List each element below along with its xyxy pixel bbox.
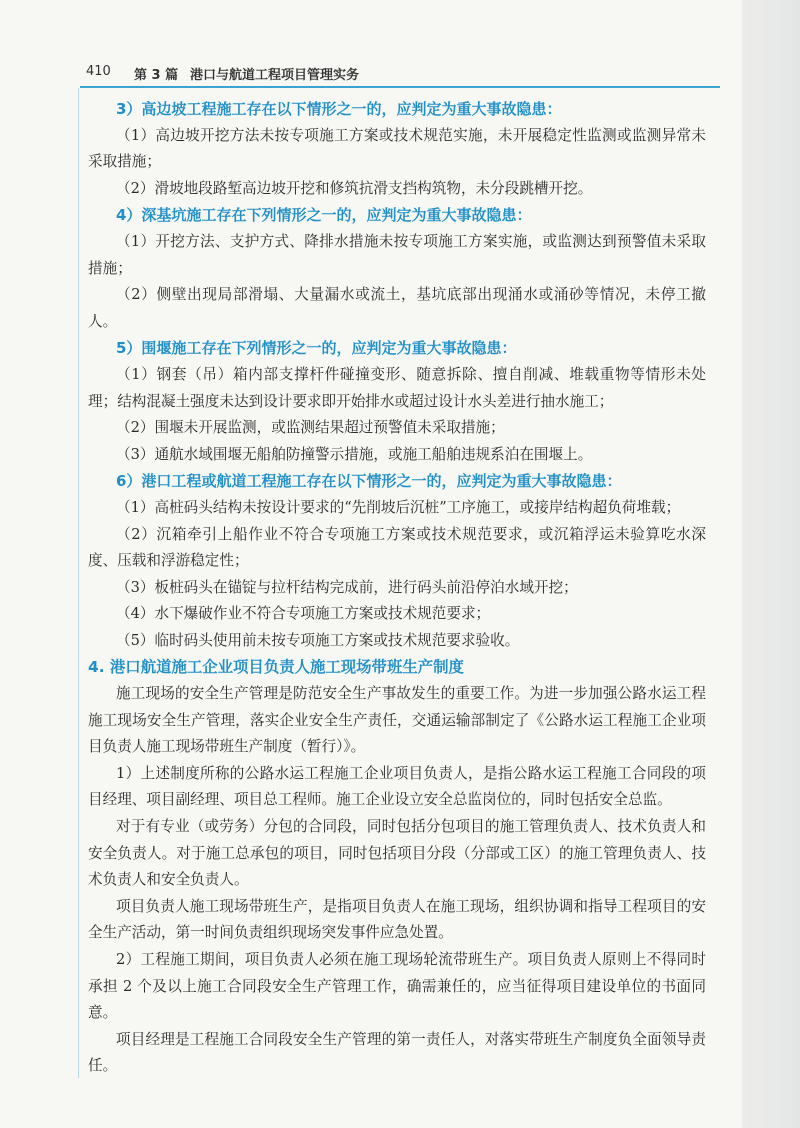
paragraph: 对于有专业（或劳务）分包的合同段，同时包括分包项目的施工管理负责人、技术负责人和安全负责人。对于施工总承包的项目，同时包括项目分段（分部或工区）的施工管理负责人、技术负责人和安全负责人。 — [88, 818, 706, 889]
paragraph: 施工现场的安全生产管理是防范安全生产事故发生的重要工作。为进一步加强公路水运工程施工现场安全生产管理，落实企业安全生产责任，交通运输部制定了《公路水运工程施工企业项目负责人施工现场带班生产制度（暂行）》。 — [88, 685, 706, 756]
margin-rule — [78, 88, 79, 1078]
section-heading: 4. 港口航道施工企业项目负责人施工现场带班生产制度 — [88, 658, 464, 677]
subsection-heading: 5）围堰施工存在下列情形之一的，应判定为重大事故隐患： — [116, 339, 517, 358]
list-item: （2）沉箱牵引上船作业不符合专项施工方案或技术规范要求，或沉箱浮运未验算吃水深度、压载和浮游稳定性； — [88, 525, 706, 570]
list-item: （5）临时码头使用前未按专项施工方案或技术规范要求验收。 — [116, 631, 520, 649]
page-edge-shadow — [742, 0, 800, 1128]
running-header — [86, 64, 706, 86]
page-number: 410 — [86, 64, 111, 79]
paragraph: 项目经理是工程施工合同段安全生产管理的第一责任人，对落实带班生产制度负全面领导责任。 — [88, 1030, 706, 1075]
list-item: （2）围堰未开展监测，或监测结果超过预警值未采取措施； — [116, 419, 505, 437]
header-rule — [80, 86, 720, 88]
list-item: （1）高桩码头结构未按设计要求的“先削坡后沉桩”工序施工，或接岸结构超负荷堆载； — [116, 498, 681, 516]
subsection-heading: 3）高边坡工程施工存在以下情形之一的，应判定为重大事故隐患： — [116, 100, 562, 118]
subsection-heading: 6）港口工程或航道工程施工存在以下情形之一的，应判定为重大事故隐患： — [116, 472, 622, 491]
paragraph: 2）工程施工期间，项目负责人必须在施工现场轮流带班生产。项目负责人原则上不得同时承担 2 个及以上施工合同段安全生产管理工作，确需兼任的，应当征得项目建设单位的书面同意。 — [88, 951, 706, 1022]
list-item: （1）开挖方法、支护方式、降排水措施未按专项施工方案实施，或监测达到预警值未采取措施； — [88, 232, 706, 277]
list-item: （3）板桩码头在锚锭与拉杆结构完成前，进行码头前沿停泊水域开挖； — [116, 578, 578, 596]
list-item: （2）侧壁出现局部滑塌、大量漏水或流土，基坑底部出现涌水或涌砂等情况，未停工撤人。 — [88, 286, 706, 330]
paragraph: 项目负责人施工现场带班生产，是指项目负责人在施工现场，组织协调和指导工程项目的安全生产活动，第一时间负责组织现场突发事件应急处置。 — [88, 897, 706, 942]
list-item: （3）通航水域围堰无船舶防撞警示措施，或施工船舶违规系泊在围堰上。 — [116, 445, 593, 463]
list-item: （4）水下爆破作业不符合专项施工方案或技术规范要求； — [116, 605, 491, 623]
paragraph: 1）上述制度所称的公路水运工程施工企业项目负责人，是指公路水运工程施工合同段的项目经理、项目副经理、项目总工程师。施工企业设立安全总监岗位的，同时包括安全总监。 — [88, 764, 706, 809]
part-title: 港口与航道工程项目管理实务 — [190, 68, 360, 83]
list-item: （2）滑坡地段路堑高边坡开挖和修筑抗滑支挡构筑物，未分段跳槽开挖。 — [116, 179, 593, 197]
subsection-heading: 4）深基坑施工存在下列情形之一的，应判定为重大事故隐患： — [116, 206, 532, 225]
list-item: （1）高边坡开挖方法未按专项施工方案或技术规范实施，未开展稳定性监测或监测异常未采取措施； — [88, 126, 706, 171]
list-item: （1）钢套（吊）箱内部支撑杆件碰撞变形、随意拆除、擅自削减、堆载重物等情形未处理；结构混凝土强度未达到设计要求即开始排水或超过设计水头差进行抽水施工； — [88, 365, 706, 410]
part-label: 第 3 篇 — [134, 68, 179, 83]
body-text — [88, 96, 706, 1080]
